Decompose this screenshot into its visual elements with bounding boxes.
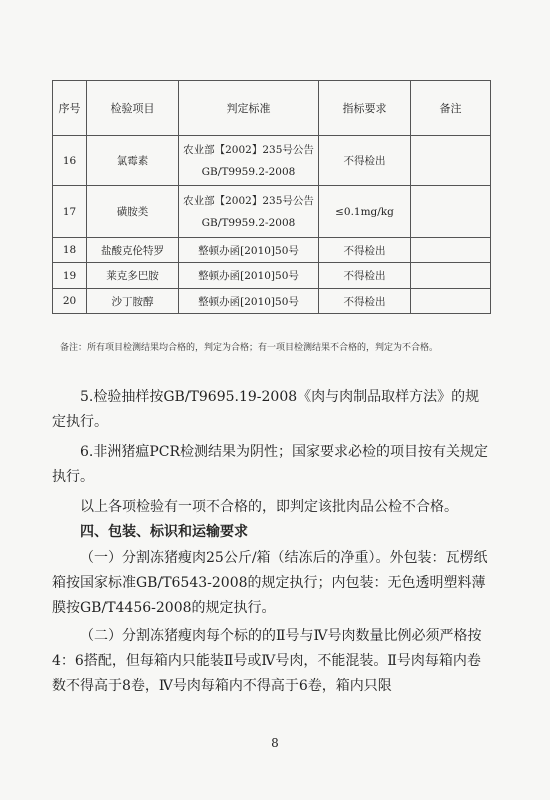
table-row [53,263,491,289]
row-remark [411,186,491,238]
header-standard: 判定标准 [179,81,319,136]
table-row [53,186,491,238]
row-no: 17 [53,186,87,238]
row-no: 20 [53,289,87,314]
table-note: 备注：所有项目检测结果均合格的，判定为合格；有一项目检测结果不合格的，判定为不合格。 [60,343,439,353]
row-requirement: 不得检出 [319,263,411,289]
paragraph-asf-test: 6.非洲猪瘟PCR检测结果为阴性；国家要求必检的项目按有关规定执行。 [52,444,489,485]
inspection-standards-table [52,80,491,314]
standard-line: GB/T9959.2-2008 [201,165,296,178]
paragraph-sampling: 5.检验抽样按GB/T9695.19-2008《肉与肉制品取样方法》的规定执行。 [52,389,480,430]
row-item: 沙丁胺醇 [87,289,179,314]
row-remark [411,289,491,314]
row-requirement: ≤0.1mg/kg [319,186,411,238]
table-row [53,289,491,314]
header-item: 检验项目 [87,81,179,136]
row-remark [411,238,491,263]
row-remark [411,263,491,289]
row-remark [411,136,491,186]
standard-line: 农业部【2002】235号公告 [183,143,314,156]
row-item: 莱克多巴胺 [87,263,179,289]
header-remark: 备注 [411,81,491,136]
row-item: 氯霉素 [87,136,179,186]
table-row [53,238,491,263]
paragraph-packaging-1: （一）分割冻猪瘦肉25公斤/箱（结冻后的净重）。外包装：瓦楞纸箱按国家标准GB/T6543-2008的规定执行；内包装：无色透明塑料薄膜按GB/T4456-2008的规定执行。 [52,550,488,616]
row-no: 18 [53,238,87,263]
row-no: 19 [53,263,87,289]
row-standard [179,136,319,186]
row-requirement: 不得检出 [319,136,411,186]
row-standard: 整顿办函[2010]50号 [179,263,319,289]
header-no: 序号 [53,81,87,136]
table-header-row [53,81,491,136]
table-row [53,136,491,186]
paragraph-packaging-2: （二）分割冻猪瘦肉每个标的的Ⅱ号与Ⅳ号肉数量比例必须严格按4：6搭配，但每箱内只能装Ⅱ号或Ⅳ号肉，不能混装。Ⅱ号肉每箱内卷数不得高于8卷，Ⅳ号肉每箱内不得高于6卷，箱内只限 [52,628,482,694]
row-standard: 整顿办函[2010]50号 [179,289,319,314]
section-heading-packaging: 四、包装、标识和运输要求 [80,524,248,540]
standard-line: GB/T9959.2-2008 [201,216,296,229]
header-requirement: 指标要求 [319,81,411,136]
row-standard: 整顿办函[2010]50号 [179,238,319,263]
row-standard [179,186,319,238]
paragraph-overall-judgement: 以上各项检验有一项不合格的，即判定该批肉品公检不合格。 [80,499,458,515]
row-requirement: 不得检出 [319,289,411,314]
row-item: 盐酸克伦特罗 [87,238,179,263]
row-no: 16 [53,136,87,186]
page-number: 8 [271,736,279,750]
row-item: 磺胺类 [87,186,179,238]
standard-line: 农业部【2002】235号公告 [183,194,314,207]
row-requirement: 不得检出 [319,238,411,263]
